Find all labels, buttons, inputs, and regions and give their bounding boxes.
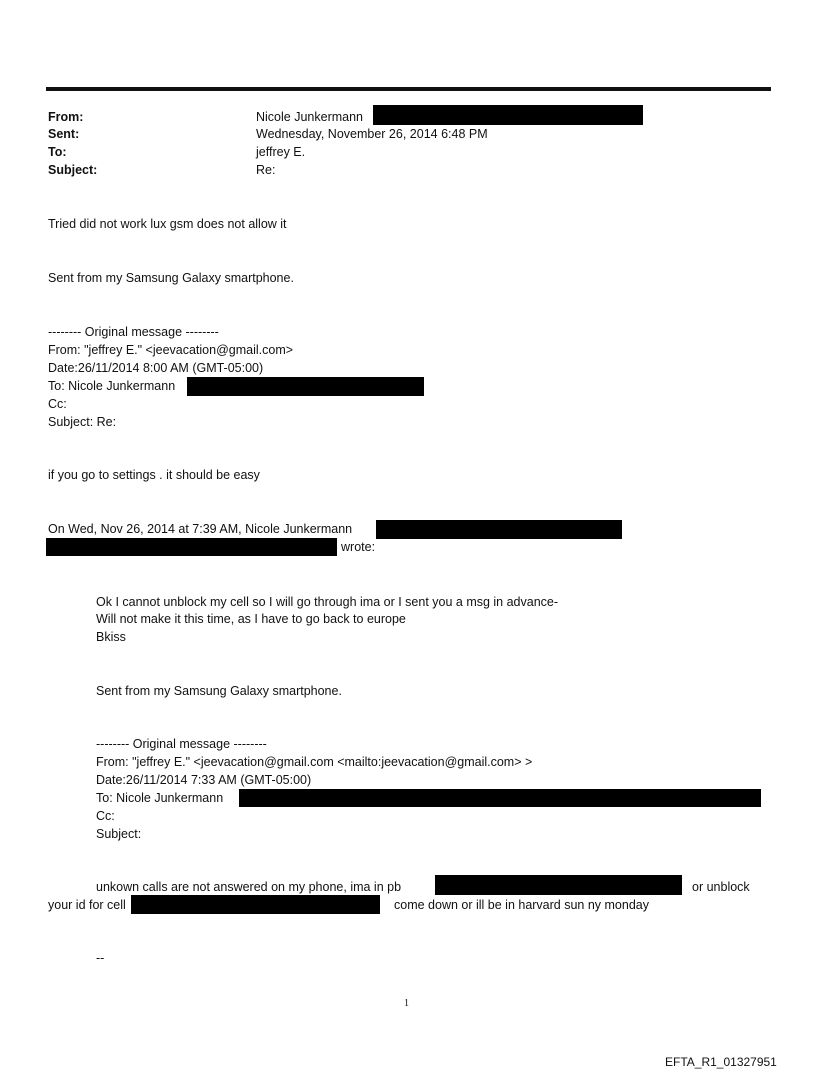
from-label: From: [48, 110, 84, 124]
from-value: Nicole Junkermann [256, 110, 363, 124]
quote-text-line: unkown calls are not answered on my phone, ima in pb [96, 880, 402, 894]
redaction-block [373, 105, 643, 125]
quote-from: From: "jeffrey E." <jeevacation@gmail.com <mailto:jeevacation@gmail.com> > [96, 755, 533, 769]
sent-label: Sent: [48, 127, 80, 141]
quote-cc: Cc: [48, 397, 67, 411]
redaction-block [376, 520, 622, 539]
redaction-block [435, 875, 682, 895]
quote-cc: Cc: [96, 809, 115, 823]
original-message-marker: -------- Original message -------- [96, 737, 267, 751]
quote-text: if you go to settings . it should be easy [48, 468, 260, 482]
quote-text-line: or unblock [692, 880, 750, 894]
to-value: jeffrey E. [256, 145, 306, 159]
quote-text-line: Bkiss [96, 630, 126, 644]
quote-from: From: "jeffrey E." <jeevacation@gmail.com> [48, 343, 294, 357]
redaction-block [131, 895, 380, 914]
quote-date: Date:26/11/2014 7:33 AM (GMT-05:00) [96, 773, 312, 787]
quote-subject: Subject: Re: [48, 415, 117, 429]
to-label: To: [48, 145, 67, 159]
quote-text-line: Will not make it this time, as I have to go back to europe [96, 612, 406, 626]
original-message-marker: -------- Original message -------- [48, 325, 219, 339]
document-id: EFTA_R1_01327951 [665, 1055, 777, 1069]
redaction-block [239, 789, 761, 807]
quote-to: To: Nicole Junkermann [48, 379, 176, 393]
signature-line: Sent from my Samsung Galaxy smartphone. [48, 271, 294, 285]
quote-text-line: Ok I cannot unblock my cell so I will go through ima or I sent you a msg in advance- [96, 595, 559, 609]
redaction-block [187, 377, 424, 396]
quote-to: To: Nicole Junkermann [96, 791, 224, 805]
header-rule [46, 87, 771, 91]
sent-value: Wednesday, November 26, 2014 6:48 PM [256, 127, 488, 141]
wrote-label: wrote: [341, 540, 376, 554]
page-number: 1 [404, 998, 409, 1009]
body-line: Tried did not work lux gsm does not allow it [48, 217, 287, 231]
quote-text-line: your id for cell [48, 898, 126, 912]
attribution-line: On Wed, Nov 26, 2014 at 7:39 AM, Nicole Junkermann [48, 522, 353, 536]
subject-value: Re: [256, 163, 276, 177]
quote-subject: Subject: [96, 827, 142, 841]
subject-label: Subject: [48, 163, 98, 177]
quote-dashes: -- [96, 951, 105, 965]
redaction-block [46, 538, 337, 556]
quote-text-line: come down or ill be in harvard sun ny monday [394, 898, 649, 912]
signature-line: Sent from my Samsung Galaxy smartphone. [96, 684, 342, 698]
quote-date: Date:26/11/2014 8:00 AM (GMT-05:00) [48, 361, 264, 375]
